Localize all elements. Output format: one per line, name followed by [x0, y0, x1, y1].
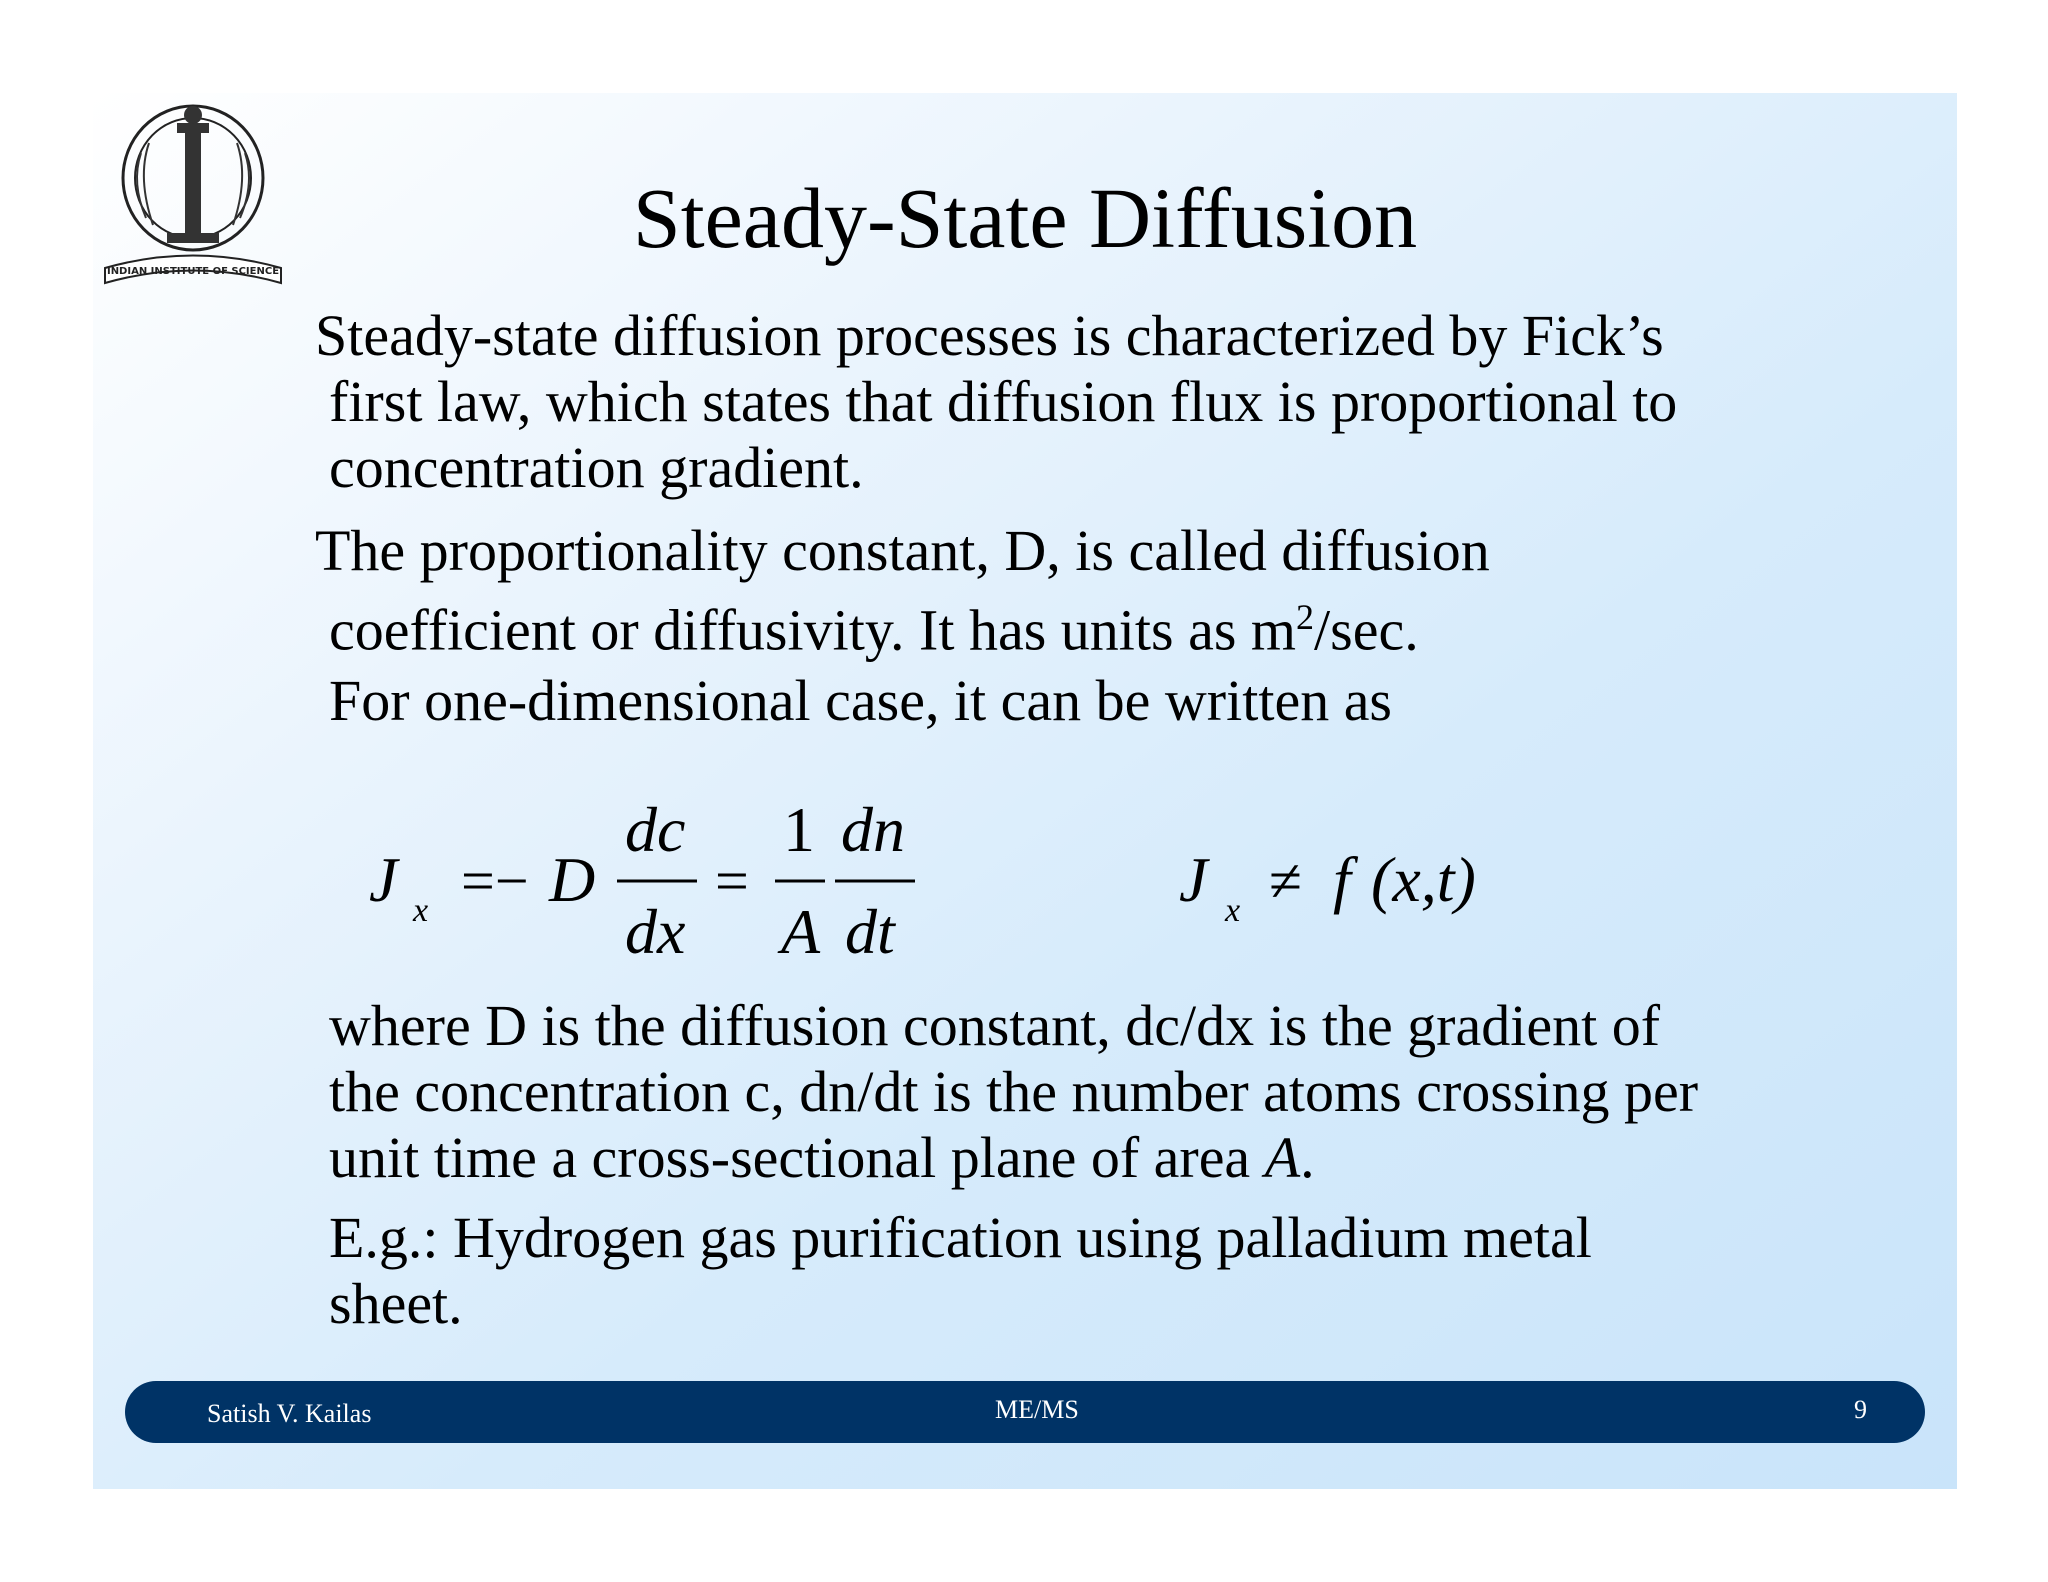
text-line [315, 584, 1855, 663]
paragraph-variable-definitions [329, 993, 1909, 1191]
text-fragment: unit time a cross-sectional plane of area [329, 1125, 1265, 1190]
text-line: the concentration c, dn/dt is the number atoms crossing per [329, 1059, 1699, 1124]
symbol-J: J [1179, 844, 1208, 915]
symbol-J: J [369, 844, 398, 915]
numerator-dc: dc [625, 794, 686, 865]
text-fragment: coefficient or diffusivity. It has units as m [329, 597, 1297, 663]
paragraph-one-dimensional [329, 668, 1869, 734]
text-line: For one-dimensional case, it can be written as [329, 668, 1393, 733]
denominator-dt: dt [845, 896, 895, 967]
text-fragment: /sec. [1314, 597, 1419, 663]
numerator-one: 1 [783, 794, 815, 865]
svg-text:INDIAN INSTITUTE OF SCIENCE: INDIAN INSTITUTE OF SCIENCE [106, 266, 280, 277]
superscript: 2 [1296, 597, 1315, 637]
footer-author: Satish V. Kailas [207, 1399, 372, 1428]
text-line: The proportionality constant, D, is called diffusion [315, 518, 1490, 583]
text-line: first law, which states that diffusion flux is proportional to [329, 369, 1678, 434]
numerator-dn: dn [841, 794, 905, 865]
footer-page-number: 9 [1854, 1395, 1867, 1424]
symbol-D: D [549, 844, 596, 915]
ficks-first-law-formula [363, 783, 1563, 983]
paragraph-ficks-law [315, 303, 1855, 501]
italic-area-symbol: A [1264, 1125, 1301, 1190]
text-line: sheet. [329, 1271, 463, 1336]
equals-sign: = [715, 848, 749, 914]
text-line: Steady-state diffusion processes is characterized by Fick’s [315, 303, 1664, 368]
function-args: (x,t) [1371, 844, 1476, 915]
text-line: concentration gradient. [329, 435, 864, 500]
equals-minus: =− [461, 848, 529, 914]
footer-course: ME/MS [995, 1395, 1079, 1424]
paragraph-diffusion-coefficient [315, 518, 1855, 663]
subscript-x: x [413, 892, 429, 929]
text-line [329, 1125, 1909, 1191]
text-line: E.g.: Hydrogen gas purification using palladium metal [329, 1205, 1592, 1270]
paragraph-example [329, 1205, 1869, 1337]
text-line: where D is the diffusion constant, dc/dx is the gradient of [329, 993, 1661, 1058]
denominator-dx: dx [625, 896, 686, 967]
symbol-f: f [1333, 844, 1351, 915]
text-fragment: . [1300, 1125, 1315, 1190]
slide-title: Steady-State Diffusion [632, 170, 1418, 266]
footer-bar [125, 1381, 1925, 1443]
subscript-x: x [1225, 892, 1241, 929]
slide [93, 93, 1957, 1489]
not-equal-sign: ≠ [1269, 848, 1302, 914]
denominator-A: A [781, 896, 821, 967]
